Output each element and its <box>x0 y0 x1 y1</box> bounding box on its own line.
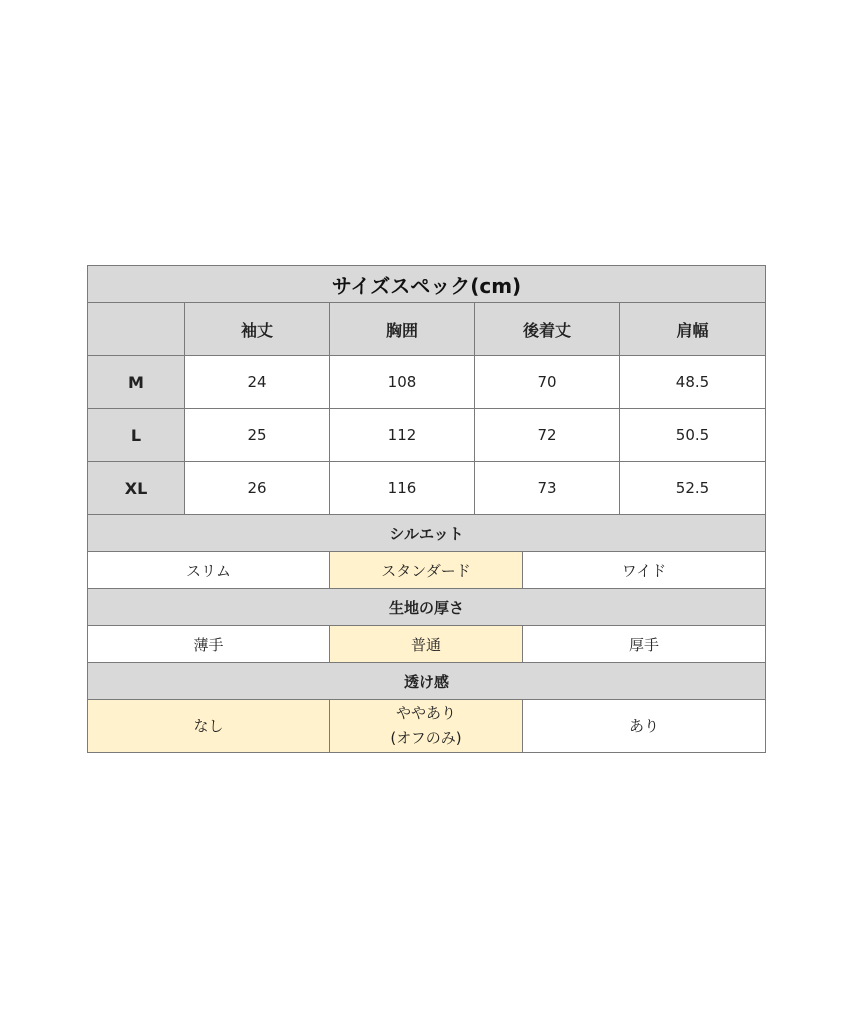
table-cell: 73 <box>475 462 620 515</box>
table-cell: 72 <box>475 409 620 462</box>
option-slim: スリム <box>88 552 330 589</box>
section-header-sheerness: 透け感 <box>88 663 766 700</box>
size-spec-table <box>87 265 766 515</box>
column-header-row <box>88 303 766 356</box>
table-cell: 112 <box>330 409 475 462</box>
size-label: M <box>88 356 185 409</box>
table-row <box>88 409 766 462</box>
section-header-fabric-thickness: 生地の厚さ <box>88 589 766 626</box>
table-cell: 50.5 <box>620 409 766 462</box>
option-slight-note: (オフのみ) <box>390 729 462 747</box>
size-spec-sheet <box>87 265 765 753</box>
option-row-silhouette <box>88 552 766 589</box>
table-cell: 48.5 <box>620 356 766 409</box>
table-row <box>88 462 766 515</box>
column-header-empty <box>88 303 185 356</box>
table-cell: 26 <box>185 462 330 515</box>
option-wide: ワイド <box>523 552 766 589</box>
option-standard-selected: スタンダード <box>330 552 523 589</box>
table-cell: 25 <box>185 409 330 462</box>
option-row-fabric-thickness <box>88 626 766 663</box>
option-row-sheerness <box>88 700 766 753</box>
table-cell: 52.5 <box>620 462 766 515</box>
option-normal-selected: 普通 <box>330 626 523 663</box>
option-yes: あり <box>523 700 766 753</box>
table-cell: 70 <box>475 356 620 409</box>
column-header-shoulder-width: 肩幅 <box>620 303 766 356</box>
table-title: サイズスペック(cm) <box>88 266 766 303</box>
option-thin: 薄手 <box>88 626 330 663</box>
column-header-sleeve-length: 袖丈 <box>185 303 330 356</box>
column-header-back-length: 後着丈 <box>475 303 620 356</box>
size-label: L <box>88 409 185 462</box>
column-header-chest: 胸囲 <box>330 303 475 356</box>
option-thick: 厚手 <box>523 626 766 663</box>
option-slight-selected <box>330 700 523 753</box>
section-header-silhouette: シルエット <box>88 515 766 552</box>
option-slight-label: ややあり <box>395 704 456 722</box>
table-cell: 116 <box>330 462 475 515</box>
attributes-table <box>87 514 766 753</box>
size-label: XL <box>88 462 185 515</box>
table-cell: 24 <box>185 356 330 409</box>
table-cell: 108 <box>330 356 475 409</box>
table-row <box>88 356 766 409</box>
option-none-selected: なし <box>88 700 330 753</box>
